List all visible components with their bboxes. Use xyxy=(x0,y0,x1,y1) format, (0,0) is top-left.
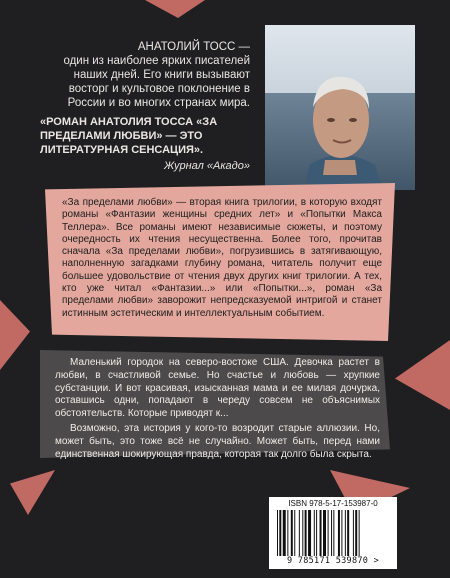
barcode-bar xyxy=(283,510,286,556)
barcode-bar xyxy=(279,510,281,556)
barcode-bar xyxy=(287,510,288,556)
barcode-bar xyxy=(320,510,322,556)
barcode-bar xyxy=(302,510,303,556)
barcode-bar xyxy=(314,510,315,556)
barcode xyxy=(269,497,397,569)
barcode-bar xyxy=(323,510,326,556)
author-name: АНАТОЛИЙ ТОСС — xyxy=(137,41,250,53)
author-photo xyxy=(265,25,415,190)
author-bio: один из наиболее ярких писателей наших дней. Его книги вызывают восторг и культовое поклонение в России и во многих странах мира. xyxy=(63,55,250,109)
barcode-bar xyxy=(355,510,357,556)
barcode-bar xyxy=(294,510,295,556)
quote-source: Журнал «Акадо» xyxy=(164,160,250,172)
decorative-shard xyxy=(0,300,30,370)
decorative-shard xyxy=(395,340,450,410)
barcode-number: 9 785171 539870 > xyxy=(286,556,380,566)
barcode-bar xyxy=(347,510,349,556)
barcode-bar xyxy=(316,510,317,556)
barcode-bar xyxy=(345,510,346,556)
synopsis-paragraph: Маленький городок на северо-востоке США. Девочка растет в любви, в счастливой семье. Но счастье и любовь — хрупкие субстанции. И вот красивая, изысканная мама и ее милая дочурка, оставшись одни, попадают в череду совсем не объяснимых обстоятельств. Которые приводят к... xyxy=(55,357,380,420)
author-bio-block xyxy=(40,40,250,110)
synopsis xyxy=(55,357,380,461)
barcode-bar xyxy=(277,510,278,556)
synopsis-paragraph: Возможно, эта история у кого-то возродит старые аллюзии. Но, может быть, это тоже всё не случайно. Может быть, перед нами единственная шокирующая правда, которая так долго была скрыта. xyxy=(55,422,380,460)
decorative-shard xyxy=(145,0,205,18)
barcode-bar xyxy=(338,510,340,556)
barcode-bar xyxy=(353,510,354,556)
barcode-bar xyxy=(299,510,300,556)
barcode-bar xyxy=(341,510,342,556)
barcode-bar xyxy=(308,510,311,556)
barcode-bar xyxy=(331,510,332,556)
trilogy-description: «За пределами любви» — вторая книга трилогии, в которую входят романы «Фантазии женщины средних лет» и «Попытки Макса Теллера». Все романы имеют независимые сюжеты, и поэтому очередность их чтения несущественна. Более того, прочитав сначала «За пределами любви», погрузившись в затягивающую, наполненную загадками глубину романа, читатель получит еще большее удовольствие от чтения двух других книг трилогии. А тех, кто уже читал «Фантазии...» или «Попытки...», роман «За пределами любви» заворожит непредсказуемой интригой и станет истинным эстетическим и интеллектуальным событием. xyxy=(62,197,382,319)
press-quote: «РОМАН АНАТОЛИЯ ТОССА «ЗА ПРЕДЕЛАМИ ЛЮБВИ» — ЭТО ЛИТЕРАТУРНАЯ СЕНСАЦИЯ». xyxy=(40,116,218,156)
barcode-bars xyxy=(277,510,389,556)
barcode-bar xyxy=(359,510,360,556)
barcode-bar xyxy=(291,510,293,556)
isbn-text: ISBN 978-5-17-153987-0 xyxy=(288,499,378,508)
barcode-bar xyxy=(333,510,334,556)
decorative-shard xyxy=(10,470,55,515)
barcode-bar xyxy=(328,510,329,556)
barcode-bar xyxy=(305,510,307,556)
